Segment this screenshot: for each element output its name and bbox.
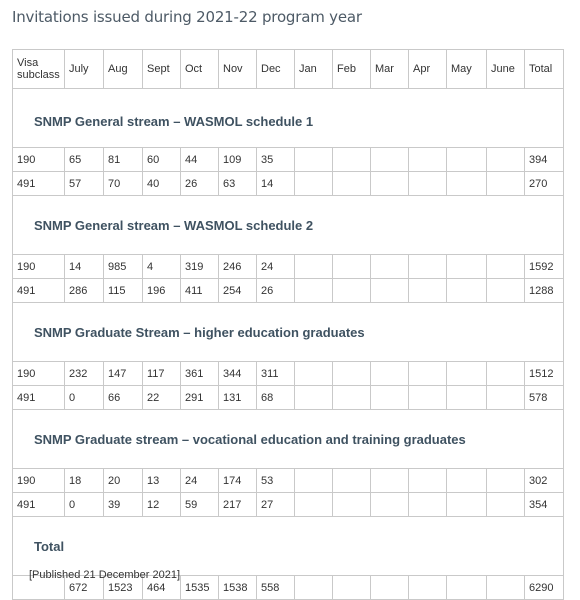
table-cell: 12	[143, 493, 181, 517]
total-cell: 578	[525, 386, 564, 410]
table-cell: 232	[65, 362, 104, 386]
table-cell	[333, 362, 371, 386]
table-cell: 18	[65, 469, 104, 493]
table-cell: 464	[143, 576, 181, 600]
total-cell: 394	[525, 148, 564, 172]
table-cell: 311	[257, 362, 295, 386]
table-cell	[447, 148, 487, 172]
table-row	[13, 279, 564, 303]
table-cell	[295, 279, 333, 303]
table-cell	[447, 362, 487, 386]
table-cell	[487, 172, 525, 196]
table-row	[13, 469, 564, 493]
table-cell	[409, 386, 447, 410]
table-cell: 1538	[219, 576, 257, 600]
table-cell: 39	[104, 493, 143, 517]
total-cell: 270	[525, 172, 564, 196]
column-header: Dec	[257, 50, 295, 89]
total-cell: 302	[525, 469, 564, 493]
table-cell: 491	[13, 172, 65, 196]
table-cell: 190	[13, 148, 65, 172]
table-cell	[409, 255, 447, 279]
column-header: Mar	[371, 50, 409, 89]
table-cell	[333, 469, 371, 493]
table-cell	[333, 148, 371, 172]
table-cell	[295, 576, 333, 600]
table-cell	[295, 362, 333, 386]
column-header: Sept	[143, 50, 181, 89]
table-cell	[409, 172, 447, 196]
table-body	[13, 89, 564, 600]
table-cell: 109	[219, 148, 257, 172]
table-row	[13, 386, 564, 410]
table-row	[13, 172, 564, 196]
table-cell	[295, 469, 333, 493]
table-cell	[487, 469, 525, 493]
table-cell: 558	[257, 576, 295, 600]
table-cell	[371, 172, 409, 196]
published-note: [Published 21 December 2021]	[29, 569, 181, 581]
column-header: Jan	[295, 50, 333, 89]
table-cell	[333, 493, 371, 517]
table-cell: 319	[181, 255, 219, 279]
table-cell: 60	[143, 148, 181, 172]
table-cell: 59	[181, 493, 219, 517]
table-cell: 22	[143, 386, 181, 410]
table-cell	[447, 172, 487, 196]
column-header: Visa subclass	[13, 50, 65, 89]
table-cell: 491	[13, 493, 65, 517]
table-cell: 14	[65, 255, 104, 279]
table-cell: 115	[104, 279, 143, 303]
table-cell: 70	[104, 172, 143, 196]
table-cell	[333, 172, 371, 196]
table-cell: 26	[257, 279, 295, 303]
table-cell: 13	[143, 469, 181, 493]
table-cell: 190	[13, 362, 65, 386]
table-cell: 53	[257, 469, 295, 493]
table-cell: 491	[13, 386, 65, 410]
table-cell: 27	[257, 493, 295, 517]
table-cell	[371, 255, 409, 279]
table-cell	[409, 279, 447, 303]
section-heading: SNMP General stream – WASMOL schedule 1	[13, 89, 564, 148]
invitations-table	[12, 49, 564, 600]
table-cell	[447, 576, 487, 600]
table-cell	[295, 493, 333, 517]
table-cell	[295, 386, 333, 410]
table-cell: 254	[219, 279, 257, 303]
section-heading-row	[13, 89, 564, 148]
total-cell: 1512	[525, 362, 564, 386]
table-cell: 361	[181, 362, 219, 386]
table-row	[13, 362, 564, 386]
table-cell: 24	[257, 255, 295, 279]
table-cell	[371, 576, 409, 600]
table-cell	[487, 576, 525, 600]
table-cell: 68	[257, 386, 295, 410]
section-heading-row	[13, 196, 564, 255]
table-cell: 20	[104, 469, 143, 493]
section-heading-row	[13, 410, 564, 469]
table-cell: 131	[219, 386, 257, 410]
table-cell	[295, 172, 333, 196]
table-cell: 24	[181, 469, 219, 493]
table-cell: 985	[104, 255, 143, 279]
table-cell	[333, 386, 371, 410]
table-cell: 65	[65, 148, 104, 172]
table-cell	[371, 469, 409, 493]
table-cell: 117	[143, 362, 181, 386]
table-cell	[487, 255, 525, 279]
column-header: Apr	[409, 50, 447, 89]
section-heading-row	[13, 517, 564, 576]
table-cell	[371, 148, 409, 172]
column-header: Aug	[104, 50, 143, 89]
table-cell: 286	[65, 279, 104, 303]
table-cell: 190	[13, 255, 65, 279]
table-cell: 4	[143, 255, 181, 279]
total-cell: 6290	[525, 576, 564, 600]
page-title: Invitations issued during 2021-22 program year	[12, 8, 362, 26]
table-cell: 14	[257, 172, 295, 196]
table-cell: 35	[257, 148, 295, 172]
total-cell: 1592	[525, 255, 564, 279]
table-cell	[447, 386, 487, 410]
table-cell: 147	[104, 362, 143, 386]
table-cell: 411	[181, 279, 219, 303]
header-row	[13, 50, 564, 89]
table-cell: 1535	[181, 576, 219, 600]
table-row	[13, 148, 564, 172]
table-cell: 0	[65, 493, 104, 517]
table-cell: 26	[181, 172, 219, 196]
column-header: Total	[525, 50, 564, 89]
column-header: July	[65, 50, 104, 89]
table-cell	[333, 576, 371, 600]
section-heading: SNMP Graduate stream – vocational education and training graduates	[13, 410, 564, 469]
table-cell: 0	[65, 386, 104, 410]
section-heading-row	[13, 303, 564, 362]
table-cell	[447, 493, 487, 517]
table-cell: 57	[65, 172, 104, 196]
section-heading: SNMP General stream – WASMOL schedule 2	[13, 196, 564, 255]
table-cell	[447, 279, 487, 303]
table-cell: 344	[219, 362, 257, 386]
table-cell: 40	[143, 172, 181, 196]
column-header: Nov	[219, 50, 257, 89]
table-cell	[295, 255, 333, 279]
table-cell: 291	[181, 386, 219, 410]
column-header: Feb	[333, 50, 371, 89]
table-cell	[371, 493, 409, 517]
table-cell: 174	[219, 469, 257, 493]
table-cell: 672	[65, 576, 104, 600]
table-cell	[371, 279, 409, 303]
table-cell	[333, 255, 371, 279]
table-cell	[409, 576, 447, 600]
table-cell: 81	[104, 148, 143, 172]
column-header: May	[447, 50, 487, 89]
table-cell	[487, 279, 525, 303]
table-cell: 217	[219, 493, 257, 517]
table-cell	[409, 148, 447, 172]
table-cell: 196	[143, 279, 181, 303]
table-cell: 190	[13, 469, 65, 493]
table-cell	[409, 469, 447, 493]
table-cell	[409, 362, 447, 386]
total-cell: 354	[525, 493, 564, 517]
table-cell	[447, 255, 487, 279]
column-header: Oct	[181, 50, 219, 89]
table-cell	[371, 386, 409, 410]
table-cell: 246	[219, 255, 257, 279]
table-row	[13, 493, 564, 517]
column-header: June	[487, 50, 525, 89]
table-cell: 44	[181, 148, 219, 172]
table-cell	[487, 362, 525, 386]
table-cell	[409, 493, 447, 517]
table-cell: 66	[104, 386, 143, 410]
table-row	[13, 255, 564, 279]
table-cell	[487, 386, 525, 410]
table-cell	[447, 469, 487, 493]
table-cell	[333, 279, 371, 303]
table-cell: 491	[13, 279, 65, 303]
section-heading: Total	[13, 517, 564, 576]
table-cell	[295, 148, 333, 172]
section-heading: SNMP Graduate Stream – higher education graduates	[13, 303, 564, 362]
table-cell: 63	[219, 172, 257, 196]
table-cell	[371, 362, 409, 386]
table-cell	[487, 148, 525, 172]
table-cell	[487, 493, 525, 517]
table-cell: 1523	[104, 576, 143, 600]
total-cell: 1288	[525, 279, 564, 303]
